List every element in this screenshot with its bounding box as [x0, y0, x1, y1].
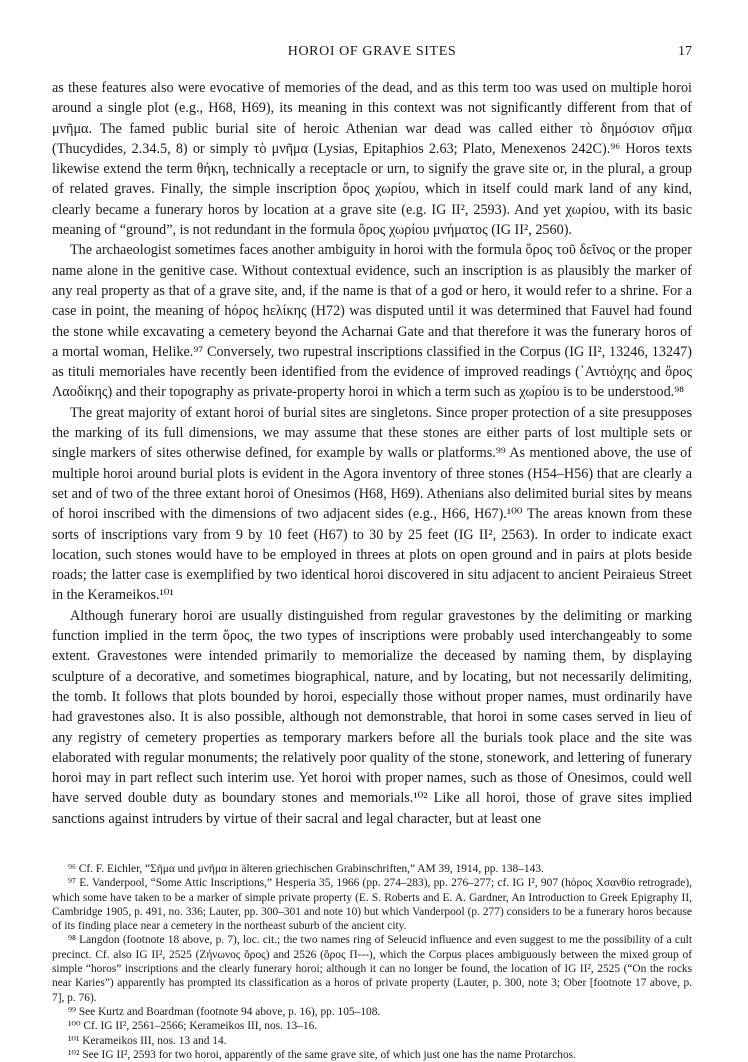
footnotes	[52, 862, 692, 1062]
page-header	[52, 44, 692, 66]
running-head: HOROI OF GRAVE SITES	[287, 44, 457, 59]
footnote-97: ⁹⁷ E. Vanderpool, “Some Attic Inscriptions,” Hesperia 35, 1966 (pp. 274–283), pp. 276–277; cf. IG I², 907 (hόρος Χσανθίο retrograde), which some have taken to be a marker of simple private property (E. S. Roberts and E. A. Gardner, An Introduction to Greek Epigraphy II, Cambridge 1905, p. 491, no. 336; Lauter, pp. 300–301 and note 10) but which Vanderpool (p. 277) considers to be a funerary horos because of its finding place near a cemetery in the northeast suburb of the ancient city.	[52, 877, 692, 933]
paragraph-4: Although funerary horoi are usually distinguished from regular gravestones by the delimiting or marking function implied in the term ὅρος, the two types of inscriptions were probably used interchangeably to some extent. Gravestones were intended primarily to memorialize the deceased by naming them, by displaying sculpture of a decorative, and sometimes biographical, nature, and by locating, but not necessarily delimiting, the tomb. It follows that plots bounded by horoi, especially those without proper names, must ordinarily have had gravestones also. It is also possible, although not demonstrable, that horoi in some cases served in lieu of any registry of cemetery properties as temporary markers before all the burials took place and the site was elaborated with regular monuments; the relatively poor quality of the stone, stonework, and lettering of funerary horoi may in part reflect such interim use. Yet horoi with proper names, such as those of Onesimos, could well have served double duty as boundary stones and memorials.¹⁰² Like all horoi, those of grave sites implied sanctions against intruders by virtue of their sacral and legal character, but at least one	[52, 607, 692, 827]
footnote-101: ¹⁰¹ Kerameikos III, nos. 13 and 14.	[68, 1034, 227, 1047]
page-number: 17	[678, 44, 692, 59]
paragraph-1: as these features also were evocative of memories of the dead, and as this term too was used on multiple horoi around a single plot (e.g., H68, H69), its meaning in this context was not significantly different from that of μνῆμα. The famed public burial site of heroic Athenian war dead was called either τὸ δημόσιον σῆμα (Thucydides, 2.34.5, 8) or simply τὸ μνῆμα (Lysias, Epitaphios 2.63; Plato, Menexenos 242C).⁹⁶ Horos texts likewise extend the term θήκη, technically a receptacle or urn, to signify the grave site or, in the plural, a group of related graves. Finally, the simple inscription ὅρος χωρίου, which in itself could mark land of any kind, clearly became a funerary horos by location at a grave site (e.g. IG II², 2593). And yet χωρίου, with its basic meaning of “ground”, is not redundant in the formula ὅρος χωρίου μνήματος (IG II², 2560).	[52, 80, 692, 239]
footnote-102: ¹⁰² See IG II², 2593 for two horoi, apparently of the same grave site, of which just one has the name Protarchos.	[68, 1048, 576, 1061]
paragraph-3: The great majority of extant horoi of burial sites are singletons. Since proper protection of a site presupposes the marking of its full dimensions, we may assume that these stones are either parts of lost multiple sets or single markers of sites otherwise defined, for example by walls or platforms.⁹⁹ As mentioned above, the use of multiple horoi around burial plots is evident in the Agora inventory of three stones (H54–H56) that are clearly a set and of two of the three extant horoi of Onesimos (H68, H69). Athenians also delimited burial sites by means of horoi inscribed with the dimensions of two adjacent sides (e.g., H66, H67).¹⁰⁰ The areas known from these sorts of inscriptions vary from 9 by 10 feet (H67) to 30 by 25 feet (IG II², 2563). In order to indicate exact location, such stones would have to be employed in threes at plots on open ground and in pairs at plots beside roads; the latter case is exemplified by two identical horoi discovered in situ adjacent to ancient Peiraieus Street in the Kerameikos.¹⁰¹	[52, 404, 692, 604]
footnote-100: ¹⁰⁰ Cf. IG II², 2561–2566; Kerameikos III, nos. 13–16.	[68, 1020, 318, 1033]
body-text	[52, 78, 692, 829]
footnote-98: ⁹⁸ Langdon (footnote 18 above, p. 7), loc. cit.; the two names ring of Seleucid influence and even suggest to me the possibility of a cult precinct. Cf. also IG II², 2525 (Ζήνωνος ὅρος) and 2526 (ὅρος Π---), which the Corpus places ambiguously between the mixed group of simple “horos” inscriptions and the clearly funerary horoi; although it can no longer be found, the location of IG II², 2525 (“On the rocks near Karies”) apparently has prompted its classification as a horos of private property (Lauter, p. 300, note 3; Ober [footnote 17 above, p. 7], p. 76).	[52, 934, 692, 1004]
footnote-96: ⁹⁶ Cf. F. Eichler, “Σῆμα und μνῆμα in älteren griechischen Grabinschriften,” AM 39, 1914, pp. 138–143.	[68, 863, 544, 875]
paragraph-2: The archaeologist sometimes faces another ambiguity in horoi with the formula ὅρος τοῦ δεῖνος or the proper name alone in the genitive case. Without contextual evidence, such an inscription is as plausibly the marker of any real property as that of a grave site, and, if the name is that of a god or hero, it would refer to a shrine. For a case in point, the meaning of hόρος hελίκης (H72) was disputed until it was determined that Fauvel had found the stone while excavating a cemetery beyond the Acharnai Gate and that therefore it was the funerary horos of a mortal woman, Helike.⁹⁷ Conversely, two rupestral inscriptions classified in the Corpus (IG II², 13246, 13247) as tituli memoriales have recently been identified from the evidence of improved readings (᾿Αντιόχης and ὅρος Λαοδίκης) and their topography as private-property horoi in which a term such as χωρίου is to be understood.⁹⁸	[52, 242, 692, 401]
footnote-99: ⁹⁹ See Kurtz and Boardman (footnote 94 above, p. 16), pp. 105–108.	[68, 1005, 381, 1018]
